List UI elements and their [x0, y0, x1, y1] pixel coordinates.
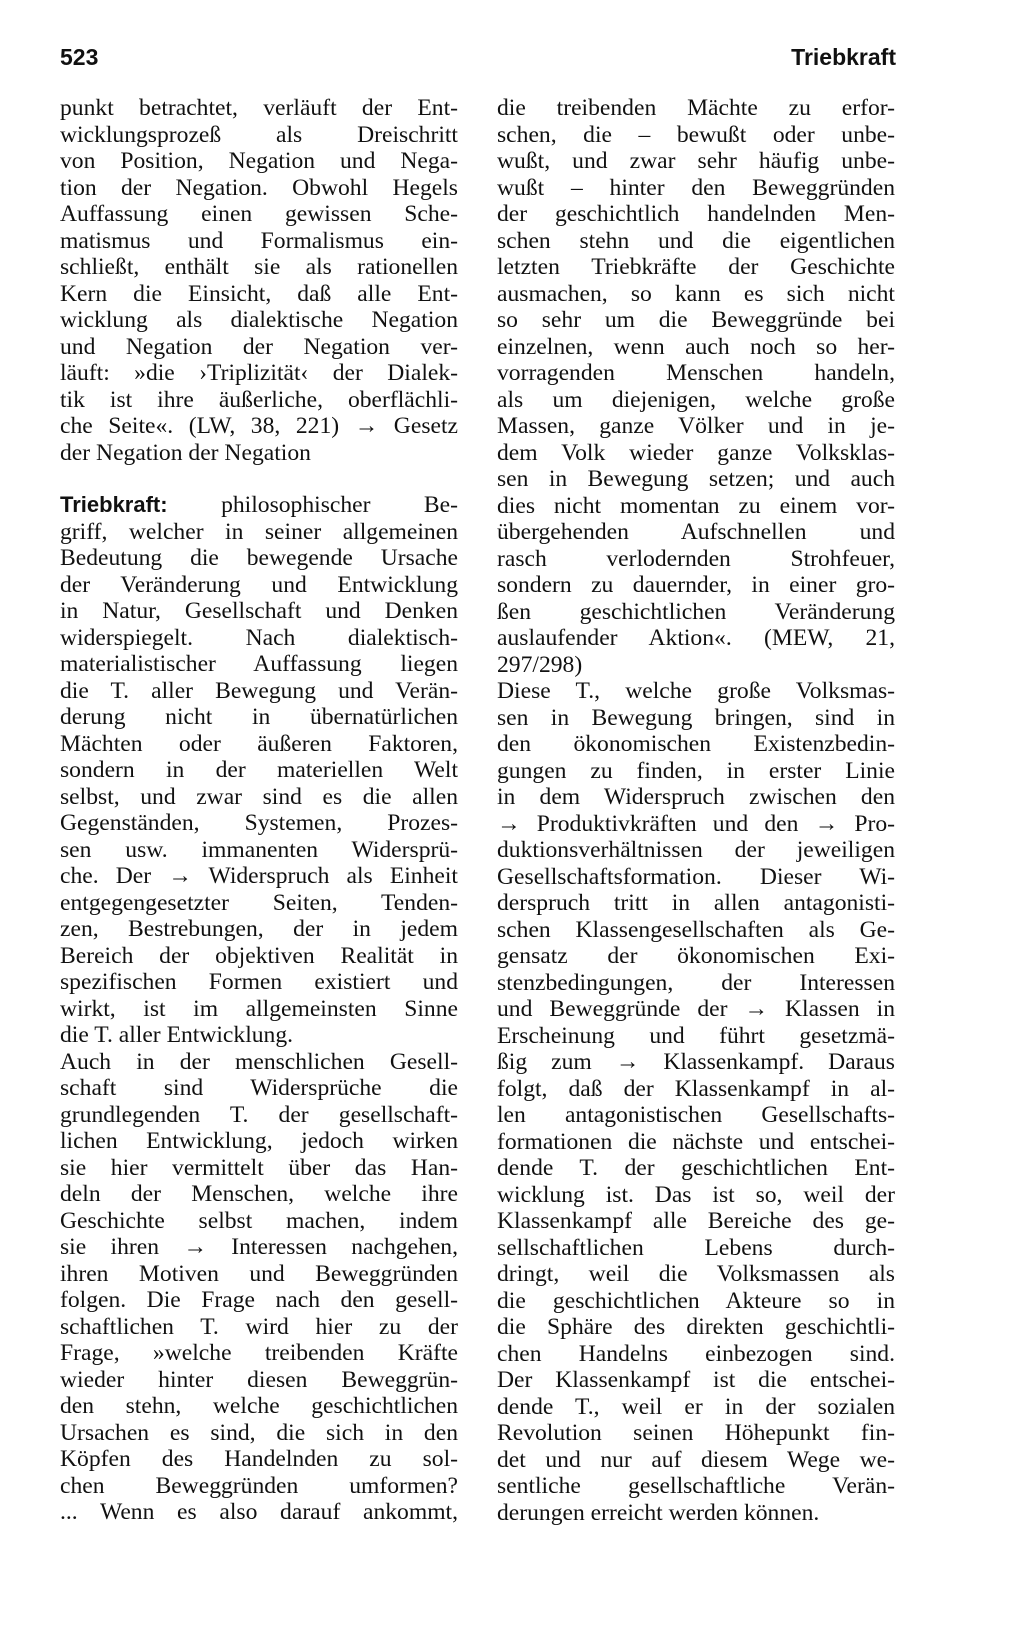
text-line: ßen geschichtlichen Veränderung: [497, 598, 895, 625]
text-line: len antagonistischen Gesellschafts-: [497, 1102, 895, 1128]
text-line: wußt – hinter den Beweggründen: [497, 174, 895, 201]
text-line: einzelnen, wenn auch noch so her-: [497, 333, 895, 360]
text-line: Kern die Einsicht, daß alle Ent-: [60, 280, 458, 307]
text-line: letzten Triebkräfte der Geschichte: [497, 254, 895, 280]
text-line: und Beweggründe der → Klassen in: [497, 996, 895, 1022]
text-line: sie hier vermittelt über das Han-: [60, 1154, 458, 1181]
text-line: den ökonomischen Existenzbedin-: [497, 731, 895, 757]
text-line: die geschichtlichen Akteure so in: [497, 1287, 895, 1314]
text-line: materialistischer Auffassung liegen: [60, 651, 458, 677]
text-line: che. Der → Widerspruch als Einheit: [60, 863, 458, 889]
text-line: derung nicht in übernatürlichen: [60, 704, 458, 730]
text-line: Diese T., welche große Volksmas-: [497, 678, 895, 704]
text-line: sen in Bewegung setzen; und auch: [497, 466, 895, 492]
text-line: dem Volk wieder ganze Volksklas-: [497, 439, 895, 466]
text-line: die treibenden Mächte zu erfor-: [497, 95, 895, 121]
text-line: schaftlichen T. wird hier zu der: [60, 1313, 458, 1340]
text-line: griff, welcher in seiner allgemeinen: [60, 518, 458, 545]
text-line: auslaufender Aktion«. (MEW, 21,: [497, 625, 895, 651]
text-line: der geschichtlich handelnden Men-: [497, 201, 895, 227]
text-line: derspruch tritt in allen antagonisti-: [497, 890, 895, 916]
text-line: formationen die nächste und entschei-: [497, 1128, 895, 1155]
text-line: sen usw. immanenten Widersprü-: [60, 836, 458, 863]
text-line: Auffassung einen gewissen Sche-: [60, 201, 458, 227]
entry-keyword: Triebkraft:: [60, 492, 168, 517]
text-line: 297/298): [497, 651, 583, 678]
text-line: übergehenden Aufschnellen und: [497, 519, 895, 545]
text-line: sie ihren → Interessen nachgehen,: [60, 1234, 458, 1260]
text-line: schen stehn und die eigentlichen: [497, 227, 895, 254]
entry-first-line-text: philosophischer Be-: [221, 492, 458, 518]
paragraph-gap: [60, 466, 458, 492]
text-line: vorragenden Menschen handeln,: [497, 360, 895, 386]
text-line: deln der Menschen, welche ihre: [60, 1181, 458, 1207]
text-line: folgt, daß der Klassenkampf in al-: [497, 1075, 895, 1102]
text-line: wußt, und zwar sehr häufig unbe-: [497, 148, 895, 174]
text-line: selbst, und zwar sind es die allen: [60, 783, 458, 810]
text-line: lichen Entwicklung, jedoch wirken: [60, 1128, 458, 1154]
text-line: von Position, Negation und Nega-: [60, 148, 458, 174]
text-line: die Sphäre des direkten geschichtli-: [497, 1314, 895, 1340]
text-line: wieder hinter diesen Beweggrün-: [60, 1366, 458, 1393]
text-line: Mächten oder äußeren Faktoren,: [60, 730, 458, 757]
text-line: so sehr um die Beweggründe bei: [497, 307, 895, 333]
text-line: Gegenständen, Systemen, Prozes-: [60, 810, 458, 836]
text-line: chen Handelns einbezogen sind.: [497, 1340, 895, 1367]
text-line: folgen. Die Frage nach den gesell-: [60, 1287, 458, 1313]
text-line: Massen, ganze Völker und in je-: [497, 413, 895, 439]
text-line: läuft: »die ›Triplizität‹ der Dialek-: [60, 360, 458, 386]
text-line: ... Wenn es also darauf ankommt,: [60, 1499, 458, 1525]
text-line: wirkt, ist im allgemeinsten Sinne: [60, 995, 458, 1022]
text-line: tik ist ihre äußerliche, oberflächli-: [60, 386, 458, 413]
text-line: wicklung ist. Das ist so, weil der: [497, 1181, 895, 1208]
text-line: sen in Bewegung bringen, sind in: [497, 704, 895, 731]
text-line: punkt betrachtet, verläuft der Ent-: [60, 95, 458, 121]
text-line: den stehn, welche geschichtlichen: [60, 1393, 458, 1419]
text-line: dende T., weil er in der sozialen: [497, 1393, 895, 1420]
text-line: ßig zum → Klassenkampf. Daraus: [497, 1049, 895, 1075]
running-head: Triebkraft: [791, 44, 896, 70]
text-line: sondern zu dauernder, in einer gro-: [497, 572, 895, 598]
text-line: der Veränderung und Entwicklung: [60, 571, 458, 598]
text-line: dende T. der geschichtlichen Ent-: [497, 1155, 895, 1181]
text-line: ausmachen, so kann es sich nicht: [497, 280, 895, 307]
text-line: schen Klassengesellschaften als Ge-: [497, 916, 895, 943]
text-line: die T. aller Entwicklung.: [60, 1022, 294, 1048]
text-line: in dem Widerspruch zwischen den: [497, 784, 895, 810]
text-line: Revolution seinen Höhepunkt fin-: [497, 1420, 895, 1446]
page-number: 523: [60, 44, 99, 70]
text-line: Klassenkampf alle Bereiche des ge-: [497, 1208, 895, 1234]
text-line: Frage, »welche treibenden Kräfte: [60, 1340, 458, 1366]
text-line: Auch in der menschlichen Gesell-: [60, 1048, 458, 1075]
text-line: → Produktivkräften und den → Pro-: [497, 810, 895, 837]
text-line: als um diejenigen, welche große: [497, 386, 895, 413]
text-line: Gesellschaftsformation. Dieser Wi-: [497, 863, 895, 890]
text-line: widerspiegelt. Nach dialektisch-: [60, 624, 458, 651]
text-line: derungen erreicht werden können.: [497, 1499, 820, 1526]
text-line: gensatz der ökonomischen Exi-: [497, 943, 895, 969]
text-line: grundlegenden T. der gesellschaft-: [60, 1101, 458, 1128]
text-line: chen Beweggründen umformen?: [60, 1472, 458, 1499]
text-line: stenzbedingungen, der Interessen: [497, 969, 895, 996]
text-line: dies nicht momentan zu einem vor-: [497, 492, 895, 519]
text-line: Bereich der objektiven Realität in: [60, 942, 458, 969]
text-line: det und nur auf diesem Wege we-: [497, 1446, 895, 1473]
text-line: rasch verlodernden Strohfeuer,: [497, 545, 895, 572]
text-line: Erscheinung und führt gesetzmä-: [497, 1022, 895, 1049]
text-line: wicklung als dialektische Negation: [60, 307, 458, 333]
text-line: dringt, weil die Volksmassen als: [497, 1261, 895, 1287]
text-line: schen, die – bewußt oder unbe-: [497, 121, 895, 148]
text-line: che Seite«. (LW, 38, 221) → Gesetz: [60, 413, 458, 439]
text-line: spezifischen Formen existiert und: [60, 969, 458, 995]
text-line: sellschaftlichen Lebens durch-: [497, 1234, 895, 1261]
text-line: Ursachen es sind, die sich in den: [60, 1419, 458, 1446]
text-line: und Negation der Negation ver-: [60, 333, 458, 360]
text-line: entgegengesetzter Seiten, Tenden-: [60, 889, 458, 916]
text-line: Geschichte selbst machen, indem: [60, 1207, 458, 1234]
text-line: Der Klassenkampf ist die entschei-: [497, 1367, 895, 1393]
text-line: in Natur, Gesellschaft und Denken: [60, 598, 458, 624]
left-column: [60, 95, 458, 1526]
text-line: ihren Motiven und Beweggründen: [60, 1260, 458, 1287]
text-line: gungen zu finden, in erster Linie: [497, 757, 895, 784]
text-line: zen, Bestrebungen, der in jedem: [60, 916, 458, 942]
text-line: Bedeutung die bewegende Ursache: [60, 545, 458, 571]
text-line: tion der Negation. Obwohl Hegels: [60, 174, 458, 201]
text-line: sondern in der materiellen Welt: [60, 757, 458, 783]
text-line: Köpfen des Handelnden zu sol-: [60, 1446, 458, 1472]
text-line: duktionsverhältnissen der jeweiligen: [497, 837, 895, 863]
text-line: schaft sind Widersprüche die: [60, 1075, 458, 1101]
page-header: [60, 44, 896, 80]
text-line: matismus und Formalismus ein-: [60, 227, 458, 254]
text-line: schließt, enthält sie als rationellen: [60, 254, 458, 280]
text-line: die T. aller Bewegung und Verän-: [60, 677, 458, 704]
text-line: sentliche gesellschaftliche Verän-: [497, 1473, 895, 1499]
entry-first-line: [60, 492, 458, 519]
text-line: der Negation der Negation: [60, 439, 311, 466]
text-line: wicklungsprozeß als Dreischritt: [60, 121, 458, 148]
right-column: [497, 95, 895, 1526]
